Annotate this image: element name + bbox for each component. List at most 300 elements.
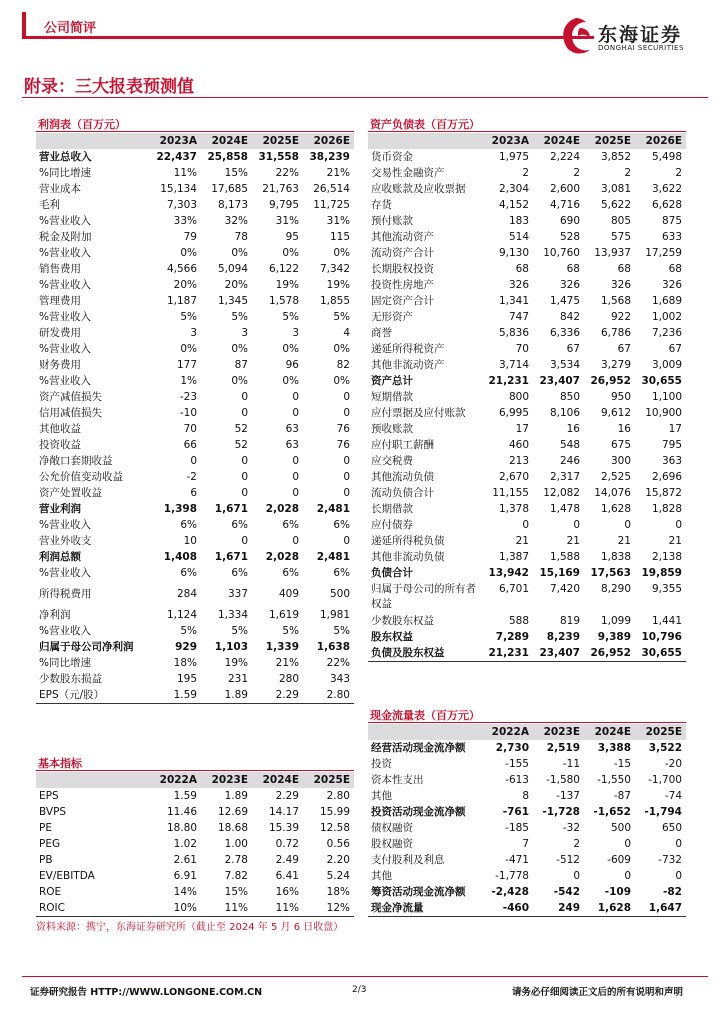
- table-cell: -1,778: [495, 870, 529, 882]
- table-row: [36, 549, 354, 565]
- title-rule: [22, 97, 708, 98]
- row-label: 预付账款: [371, 215, 413, 227]
- row-label: 支付股利及利息: [371, 854, 445, 866]
- table-row: [36, 277, 354, 293]
- table-cell: 1,100: [651, 391, 682, 403]
- table-row: [368, 788, 686, 804]
- table-row: [368, 341, 686, 357]
- table-cell: 528: [559, 231, 580, 243]
- table-cell: 11%: [275, 902, 299, 914]
- table-cell: 0: [292, 455, 299, 467]
- table-cell: 1,828: [651, 503, 682, 515]
- table-cell: 0: [675, 870, 682, 882]
- row-label: 管理费用: [39, 295, 81, 307]
- table-cell: 7,420: [549, 583, 580, 595]
- table-cell: 7.82: [224, 870, 248, 882]
- table-cell: 19%: [275, 279, 299, 291]
- table-cell: -613: [505, 774, 529, 786]
- table-cell: 15,872: [645, 487, 682, 499]
- table-cell: 52: [234, 423, 248, 435]
- table-cell: 5,094: [217, 263, 248, 275]
- row-label: %营业收入: [39, 519, 91, 531]
- table-cell: 2,670: [498, 471, 529, 483]
- table-cell: -1,580: [546, 774, 580, 786]
- table-cell: -137: [556, 790, 580, 802]
- row-label: 少数股东权益: [371, 615, 434, 627]
- row-label: PE: [39, 822, 52, 834]
- table-cell: 500: [329, 588, 350, 600]
- table-cell: 6,122: [268, 263, 299, 275]
- table-cell: 3,081: [600, 183, 631, 195]
- table-cell: 76: [336, 423, 350, 435]
- table-cell: 0: [343, 471, 350, 483]
- row-label: 营业外收支: [39, 535, 92, 547]
- table-cell: 326: [661, 279, 682, 291]
- table-cell: 78: [234, 231, 248, 243]
- table-cell: 17,685: [211, 183, 248, 195]
- table-row: [36, 687, 354, 703]
- table-cell: 31,558: [258, 151, 299, 163]
- footer-rule: [22, 976, 708, 977]
- table-cell: 0: [190, 455, 197, 467]
- logo-cn-text: 东海证券: [598, 24, 683, 46]
- table-cell: 1,975: [498, 151, 529, 163]
- table-cell: 6.41: [275, 870, 299, 882]
- table-row: [368, 629, 686, 645]
- table-cell: 9,355: [651, 583, 682, 595]
- table-cell: 650: [661, 822, 682, 834]
- table-cell: 7,303: [166, 199, 197, 211]
- table-row: [368, 868, 686, 884]
- table-row: [368, 437, 686, 453]
- table-cell: 5,836: [498, 327, 529, 339]
- table-cell: 177: [176, 359, 197, 371]
- table-row: [36, 581, 354, 607]
- table-row: [36, 607, 354, 623]
- row-label: %营业收入: [39, 311, 91, 323]
- table-cell: 0: [292, 391, 299, 403]
- column-header: 2023E: [201, 772, 252, 788]
- table-row: [36, 197, 354, 213]
- table-cell: 1,334: [217, 609, 248, 621]
- table-row: [368, 405, 686, 421]
- table-row: [368, 884, 686, 900]
- table-cell: 0: [343, 391, 350, 403]
- column-header: 2026E: [635, 133, 686, 149]
- table-cell: 0%: [180, 343, 197, 355]
- table-cell: 2,481: [316, 551, 350, 563]
- table-cell: -1,728: [542, 806, 580, 818]
- table-row: [36, 213, 354, 229]
- table-cell: 795: [661, 439, 682, 451]
- row-label: 货币资金: [371, 151, 413, 163]
- table-cell: 4: [343, 327, 350, 339]
- table-row: [368, 613, 686, 629]
- table-cell: 5%: [333, 625, 350, 637]
- table-row: [368, 373, 686, 389]
- table-cell: 0%: [282, 375, 299, 387]
- table-cell: 68: [566, 263, 580, 275]
- balance-title-rule: [368, 131, 686, 132]
- table-cell: 11%: [173, 167, 197, 179]
- logo-en-text: DONGHAI SECURITIES: [598, 44, 684, 52]
- table-cell: 195: [176, 673, 197, 685]
- table-cell: 0: [292, 407, 299, 419]
- table-cell: 10,760: [543, 247, 580, 259]
- column-header: 2022A: [150, 772, 201, 788]
- row-label: 现金净流量: [371, 902, 424, 914]
- table-cell: 21: [566, 535, 580, 547]
- row-label: 销售费用: [39, 263, 81, 275]
- table-cell: 18.80: [166, 822, 197, 834]
- table-row: [368, 165, 686, 181]
- row-label: 其他收益: [39, 423, 81, 435]
- table-cell: -512: [556, 854, 580, 866]
- row-label: %营业收入: [39, 375, 91, 387]
- table-cell: 30,655: [641, 647, 682, 659]
- table-cell: 14.17: [268, 806, 299, 818]
- table-cell: 1,628: [600, 503, 631, 515]
- income-table: [36, 133, 354, 703]
- table-row: [368, 229, 686, 245]
- table-cell: 12.58: [319, 822, 350, 834]
- table-cell: 1,408: [163, 551, 197, 563]
- balance-title: 资产负债表（百万元）: [370, 118, 480, 131]
- table-cell: 2.78: [224, 854, 248, 866]
- table-cell: 500: [610, 822, 631, 834]
- table-cell: 875: [661, 215, 682, 227]
- row-label: 投资活动现金流净额: [371, 806, 466, 818]
- table-cell: 1,378: [498, 503, 529, 515]
- row-label: 其他非流动负债: [371, 551, 445, 563]
- table-cell: 8: [522, 790, 529, 802]
- table-cell: 82: [336, 359, 350, 371]
- row-label: 毛利: [39, 199, 60, 211]
- table-cell: 0%: [333, 343, 350, 355]
- table-cell: 950: [610, 391, 631, 403]
- table-cell: 9,130: [498, 247, 529, 259]
- table-cell: 0: [292, 535, 299, 547]
- table-cell: 30,655: [641, 375, 682, 387]
- table-cell: 1,187: [166, 295, 197, 307]
- row-label: %营业收入: [39, 567, 91, 579]
- table-row: [368, 645, 686, 661]
- table-cell: 0%: [231, 247, 248, 259]
- row-label: 股东权益: [371, 631, 413, 643]
- row-label: 税金及附加: [39, 231, 92, 243]
- table-cell: 38,239: [309, 151, 350, 163]
- table-cell: 6: [190, 487, 197, 499]
- table-row: [368, 565, 686, 581]
- table-cell: 1.00: [224, 838, 248, 850]
- table-cell: 1,628: [597, 902, 631, 914]
- table-cell: 2,138: [651, 551, 682, 563]
- table-cell: 1,398: [163, 503, 197, 515]
- row-label: %同比增速: [39, 657, 91, 669]
- table-cell: 747: [508, 311, 529, 323]
- table-row: [36, 868, 354, 884]
- table-cell: 2: [624, 167, 631, 179]
- balance-table: [368, 133, 686, 661]
- table-row: [368, 389, 686, 405]
- table-cell: 0: [241, 487, 248, 499]
- table-cell: 8,173: [217, 199, 248, 211]
- table-cell: 26,952: [590, 375, 631, 387]
- table-cell: -471: [505, 854, 529, 866]
- table-cell: 2,525: [600, 471, 631, 483]
- table-cell: 19%: [326, 279, 350, 291]
- row-label: 其他: [371, 790, 392, 802]
- table-cell: 33%: [173, 215, 197, 227]
- table-cell: 3,852: [600, 151, 631, 163]
- table-row: [368, 261, 686, 277]
- table-row: [36, 149, 354, 165]
- table-row: [368, 501, 686, 517]
- row-label: 其他流动负债: [371, 471, 434, 483]
- source-note: 资料来源：携宁，东海证券研究所（截止至 2024 年 5 月 6 日收盘）: [36, 922, 344, 933]
- table-cell: 20%: [173, 279, 197, 291]
- table-cell: 5,622: [600, 199, 631, 211]
- table-cell: 1,341: [498, 295, 529, 307]
- table-cell: 2: [573, 167, 580, 179]
- table-row: [368, 309, 686, 325]
- table-cell: 5%: [180, 311, 197, 323]
- row-label: %同比增速: [39, 167, 91, 179]
- table-row: [36, 341, 354, 357]
- table-cell: -32: [562, 822, 580, 834]
- table-row: [368, 213, 686, 229]
- table-cell: 11,725: [313, 199, 350, 211]
- table-cell: 17,259: [645, 247, 682, 259]
- table-cell: 31%: [275, 215, 299, 227]
- table-cell: 10: [183, 535, 197, 547]
- table-cell: 18%: [173, 657, 197, 669]
- table-cell: 18.68: [217, 822, 248, 834]
- row-label: %营业收入: [39, 215, 91, 227]
- column-header: 2025E: [303, 772, 354, 788]
- table-cell: 0.56: [326, 838, 350, 850]
- table-row: [36, 325, 354, 341]
- table-row: [368, 820, 686, 836]
- row-label: 短期借款: [371, 391, 413, 403]
- table-cell: 0: [241, 407, 248, 419]
- table-row: [36, 884, 354, 900]
- table-cell: 15%: [224, 886, 248, 898]
- table-cell: 17: [515, 423, 529, 435]
- table-cell: 2.80: [326, 790, 350, 802]
- table-cell: 10%: [173, 902, 197, 914]
- table-cell: 1,671: [214, 551, 248, 563]
- table-row: [368, 293, 686, 309]
- table-cell: 1,588: [549, 551, 580, 563]
- table-cell: 2,519: [546, 742, 580, 754]
- table-cell: 0%: [333, 247, 350, 259]
- table-cell: 588: [508, 615, 529, 627]
- table-row: [36, 820, 354, 836]
- table-cell: 67: [617, 343, 631, 355]
- table-row: [368, 549, 686, 565]
- table-cell: 6%: [333, 567, 350, 579]
- table-cell: 300: [610, 455, 631, 467]
- table-cell: 575: [610, 231, 631, 243]
- table-cell: 5%: [180, 625, 197, 637]
- table-cell: 3,622: [651, 183, 682, 195]
- table-row: [368, 836, 686, 852]
- header-rule: [22, 36, 594, 39]
- income-title-rule: [36, 131, 354, 132]
- column-header: 2022A: [482, 724, 533, 740]
- table-cell: 326: [610, 279, 631, 291]
- table-cell: 1,339: [265, 641, 299, 653]
- table-cell: -185: [505, 822, 529, 834]
- table-cell: 2: [522, 167, 529, 179]
- table-cell: 15.99: [319, 806, 350, 818]
- table-cell: -1,700: [648, 774, 682, 786]
- indicators-title: 基本指标: [38, 757, 82, 770]
- table-cell: 280: [278, 673, 299, 685]
- table-cell: 26,514: [313, 183, 350, 195]
- page-number: 2/3: [352, 985, 367, 995]
- table-cell: 2.20: [326, 854, 350, 866]
- row-label: 应交税费: [371, 455, 413, 467]
- table-cell: 1,578: [268, 295, 299, 307]
- table-cell: 68: [617, 263, 631, 275]
- table-cell: 1,124: [166, 609, 197, 621]
- table-cell: 213: [508, 455, 529, 467]
- table-cell: 0%: [180, 247, 197, 259]
- table-cell: 0: [241, 471, 248, 483]
- table-cell: 5%: [282, 311, 299, 323]
- table-cell: 1.89: [224, 790, 248, 802]
- table-cell: 0: [241, 455, 248, 467]
- table-cell: 2,028: [265, 503, 299, 515]
- table-cell: 0: [624, 838, 631, 850]
- table-cell: 23,407: [539, 647, 580, 659]
- table-cell: 1,619: [268, 609, 299, 621]
- company-logo: [556, 14, 706, 58]
- cashflow-title-rule: [368, 722, 686, 723]
- table-row: [368, 197, 686, 213]
- table-cell: 23,407: [539, 375, 580, 387]
- table-row: [368, 740, 686, 756]
- table-cell: 22%: [326, 657, 350, 669]
- table-cell: 805: [610, 215, 631, 227]
- table-row: [368, 756, 686, 772]
- row-label: EV/EBITDA: [39, 870, 95, 882]
- table-cell: 343: [329, 673, 350, 685]
- table-cell: 0%: [333, 375, 350, 387]
- table-cell: 0%: [231, 375, 248, 387]
- table-cell: -732: [658, 854, 682, 866]
- table-cell: 1,002: [651, 311, 682, 323]
- table-cell: 6,336: [549, 327, 580, 339]
- table-cell: 2,224: [549, 151, 580, 163]
- table-cell: 842: [559, 311, 580, 323]
- row-label: 资本性支出: [371, 774, 424, 786]
- table-cell: 7: [522, 838, 529, 850]
- table-cell: 0: [343, 407, 350, 419]
- table-cell: 14,076: [594, 487, 631, 499]
- column-header: 2023A: [150, 133, 201, 149]
- row-label: 利润总额: [39, 551, 81, 563]
- table-cell: 15.39: [268, 822, 299, 834]
- indicators-header-row: [36, 772, 354, 788]
- table-cell: 2,317: [549, 471, 580, 483]
- row-label: 财务费用: [39, 359, 81, 371]
- row-label: 投资收益: [39, 439, 81, 451]
- table-cell: -82: [663, 886, 682, 898]
- table-cell: 0: [624, 870, 631, 882]
- table-cell: 2.80: [326, 689, 350, 701]
- table-cell: 337: [227, 588, 248, 600]
- table-cell: 1,671: [214, 503, 248, 515]
- table-cell: 68: [668, 263, 682, 275]
- row-label: 筹资活动现金流净额: [371, 886, 466, 898]
- cashflow-bottom-rule: [368, 916, 686, 917]
- row-label: 应付票据及应付账款: [371, 407, 466, 419]
- table-cell: 2.29: [275, 790, 299, 802]
- row-label: ROIC: [39, 902, 65, 914]
- table-cell: 3: [241, 327, 248, 339]
- table-cell: 0: [675, 838, 682, 850]
- table-cell: 6,786: [600, 327, 631, 339]
- table-row: [36, 229, 354, 245]
- table-row: [36, 261, 354, 277]
- table-row: [36, 804, 354, 820]
- table-row: [36, 639, 354, 655]
- table-cell: 63: [285, 439, 299, 451]
- row-label: 净利润: [39, 609, 71, 621]
- table-cell: 2,696: [651, 471, 682, 483]
- table-cell: 6%: [282, 567, 299, 579]
- table-cell: 5%: [282, 625, 299, 637]
- table-cell: 249: [558, 902, 580, 914]
- table-cell: 32%: [224, 215, 248, 227]
- table-cell: 15%: [224, 167, 248, 179]
- table-cell: 79: [183, 231, 197, 243]
- table-cell: 14%: [173, 886, 197, 898]
- table-row: [36, 357, 354, 373]
- income-header-row: [36, 133, 354, 149]
- table-row: [368, 453, 686, 469]
- table-cell: 6,995: [498, 407, 529, 419]
- table-row: [36, 655, 354, 671]
- table-cell: 2: [573, 838, 580, 850]
- table-cell: 21%: [326, 167, 350, 179]
- indicators-bottom-rule: [36, 916, 354, 917]
- table-row: [36, 469, 354, 485]
- row-label: 递延所得税资产: [371, 343, 445, 355]
- table-cell: 6%: [180, 567, 197, 579]
- table-cell: 1,345: [217, 295, 248, 307]
- row-label: 债权融资: [371, 822, 413, 834]
- header-blank-cell: [36, 133, 150, 149]
- cashflow-title: 现金流量表（百万元）: [370, 709, 480, 722]
- table-cell: 2,730: [495, 742, 529, 754]
- table-row: [36, 788, 354, 804]
- table-row: [368, 804, 686, 820]
- table-row: [36, 671, 354, 687]
- row-label: %营业收入: [39, 343, 91, 355]
- table-cell: 0: [522, 519, 529, 531]
- table-cell: -2: [186, 471, 197, 483]
- row-label: 少数股东损益: [39, 673, 102, 685]
- table-cell: 1.59: [173, 689, 197, 701]
- row-label: 营业利润: [39, 503, 81, 515]
- table-cell: 21,231: [488, 375, 529, 387]
- table-row: [36, 373, 354, 389]
- table-row: [36, 501, 354, 517]
